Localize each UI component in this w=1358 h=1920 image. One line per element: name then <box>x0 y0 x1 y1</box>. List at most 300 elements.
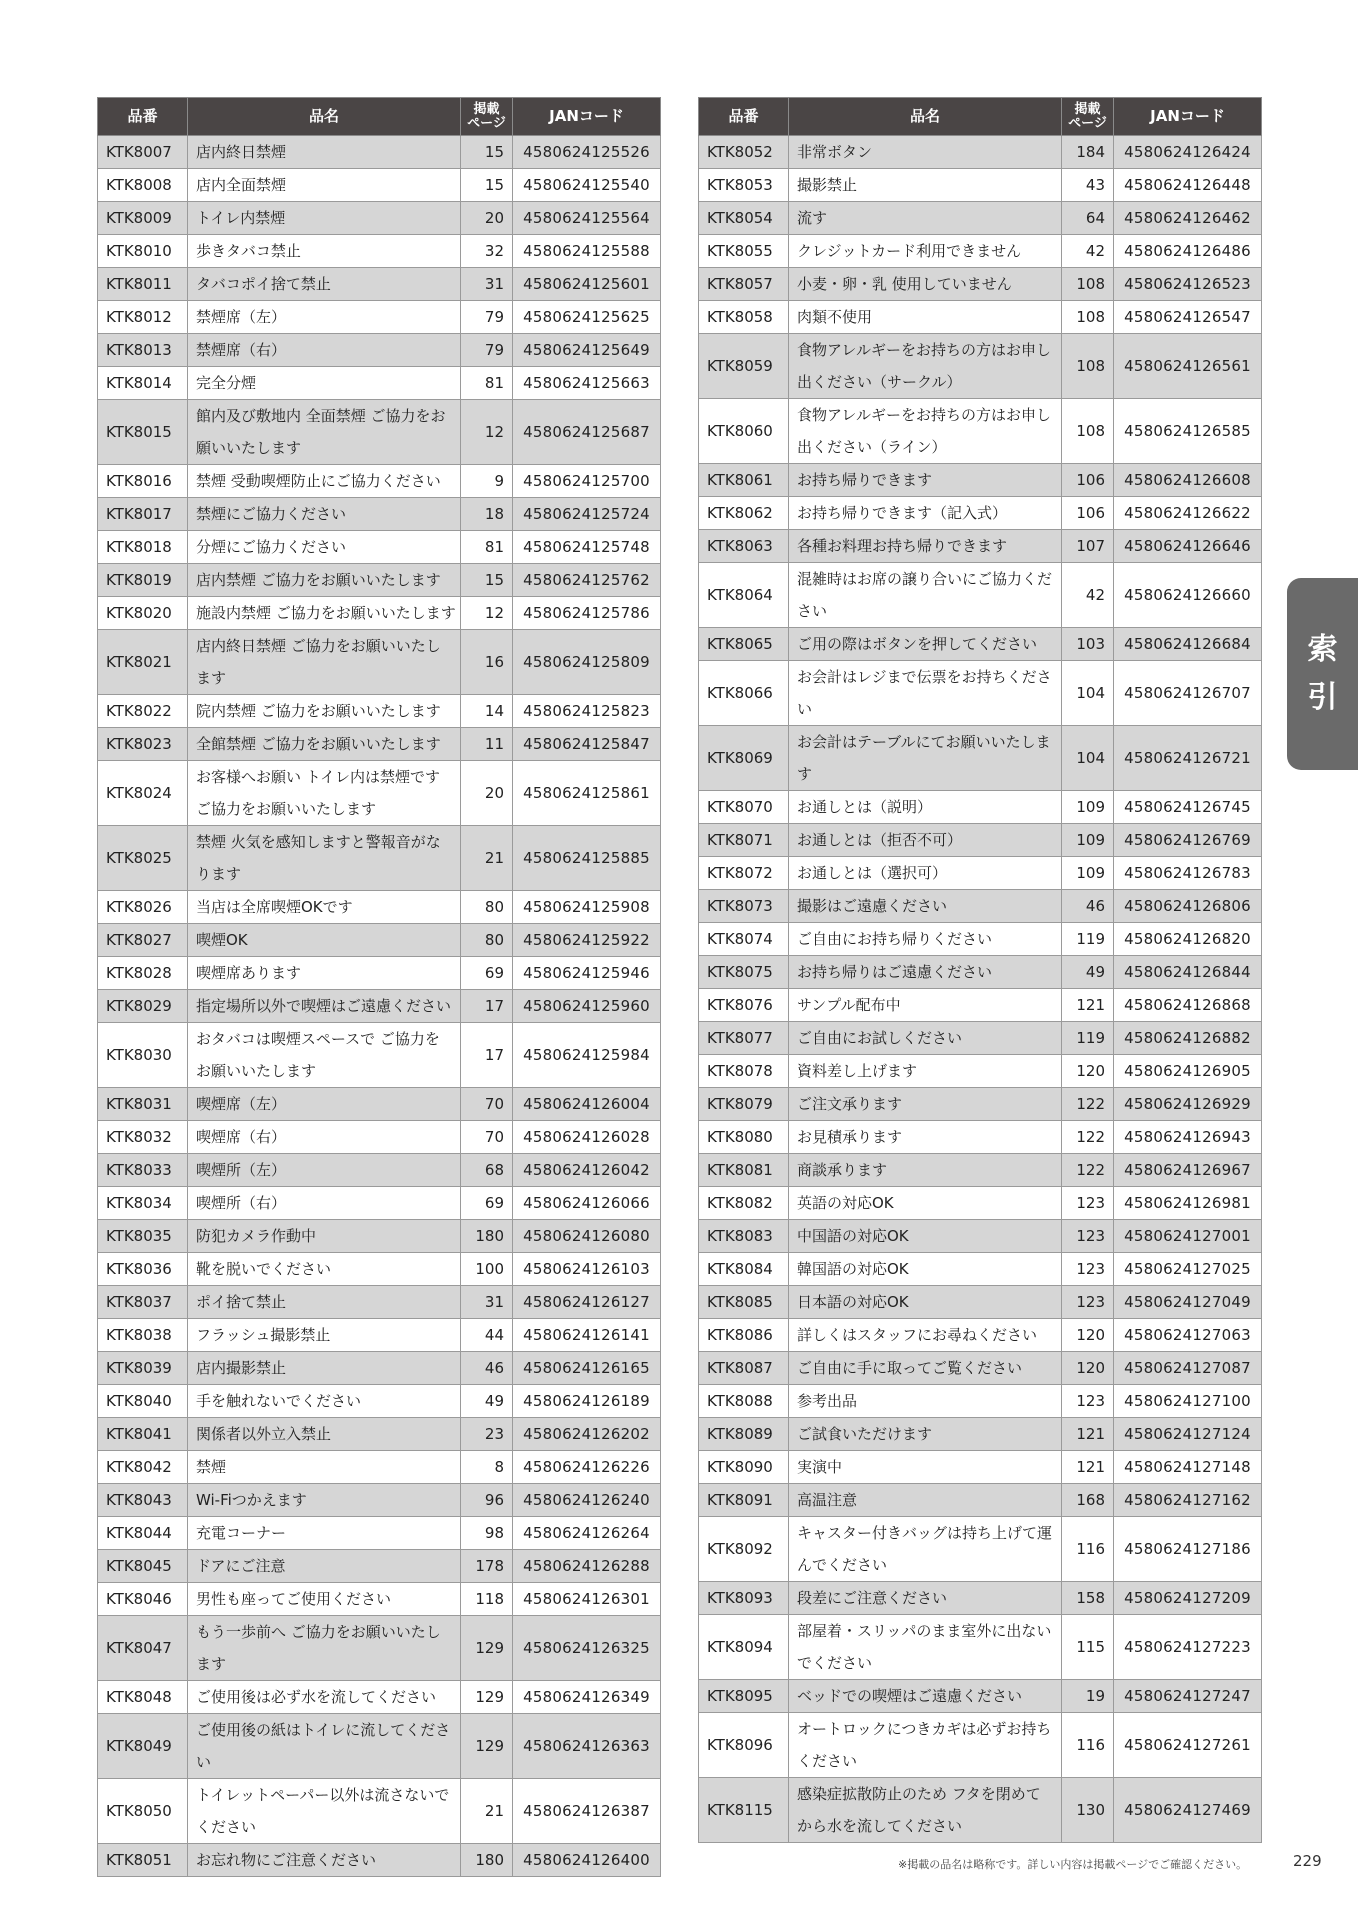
product-code: KTK8076 <box>699 989 789 1022</box>
page-ref: 17 <box>461 990 513 1023</box>
product-code: KTK8034 <box>98 1187 188 1220</box>
product-code: KTK8092 <box>699 1517 789 1582</box>
product-code: KTK8069 <box>699 726 789 791</box>
table-row <box>699 1517 1262 1582</box>
page-ref: 120 <box>1062 1319 1114 1352</box>
table-row <box>98 1286 661 1319</box>
product-name: ご使用後の紙はトイレに流してください <box>188 1714 461 1779</box>
table-row <box>699 1418 1262 1451</box>
product-name: 混雑時はお席の譲り合いにご協力ください <box>789 563 1062 628</box>
index-table-left <box>97 97 661 1877</box>
product-name: 撮影禁止 <box>789 169 1062 202</box>
table-row <box>699 1615 1262 1680</box>
jan-code: 4580624126042 <box>513 1154 661 1187</box>
table-row <box>98 826 661 891</box>
jan-code: 4580624125946 <box>513 957 661 990</box>
page-ref: 116 <box>1062 1517 1114 1582</box>
jan-code: 4580624125588 <box>513 235 661 268</box>
jan-code: 4580624126769 <box>1114 824 1262 857</box>
product-name: 段差にご注意ください <box>789 1582 1062 1615</box>
page-ref: 107 <box>1062 530 1114 563</box>
product-name: ご使用後は必ず水を流してください <box>188 1681 461 1714</box>
page-ref: 121 <box>1062 989 1114 1022</box>
jan-code: 4580624126608 <box>1114 464 1262 497</box>
table-row <box>98 1517 661 1550</box>
page-ref: 130 <box>1062 1778 1114 1843</box>
jan-code: 4580624126202 <box>513 1418 661 1451</box>
table-row <box>98 630 661 695</box>
page-ref: 44 <box>461 1319 513 1352</box>
page-ref: 121 <box>1062 1418 1114 1451</box>
jan-code: 4580624126585 <box>1114 399 1262 464</box>
page-ref: 116 <box>1062 1713 1114 1778</box>
page-ref: 115 <box>1062 1615 1114 1680</box>
table-row <box>699 1022 1262 1055</box>
product-code: KTK8010 <box>98 235 188 268</box>
product-name: キャスター付きバッグは持ち上げて運んでください <box>789 1517 1062 1582</box>
page-ref: 121 <box>1062 1451 1114 1484</box>
table-row <box>699 1187 1262 1220</box>
product-name: ベッドでの喫煙はご遠慮ください <box>789 1680 1062 1713</box>
header-code: 品番 <box>98 98 188 136</box>
table-row <box>699 334 1262 399</box>
jan-code: 4580624127100 <box>1114 1385 1262 1418</box>
page-ref: 180 <box>461 1220 513 1253</box>
page-ref: 15 <box>461 564 513 597</box>
product-code: KTK8042 <box>98 1451 188 1484</box>
product-name: ご自由にお持ち帰りください <box>789 923 1062 956</box>
page-ref: 106 <box>1062 464 1114 497</box>
product-code: KTK8059 <box>699 334 789 399</box>
jan-code: 4580624126264 <box>513 1517 661 1550</box>
product-name: 充電コーナー <box>188 1517 461 1550</box>
product-code: KTK8044 <box>98 1517 188 1550</box>
product-name: もう一歩前へ ご協力をお願いいたします <box>188 1616 461 1681</box>
product-code: KTK8036 <box>98 1253 188 1286</box>
table-row <box>98 1779 661 1844</box>
product-name: ドアにご注意 <box>188 1550 461 1583</box>
jan-code: 4580624125809 <box>513 630 661 695</box>
product-code: KTK8077 <box>699 1022 789 1055</box>
product-name: トイレ内禁煙 <box>188 202 461 235</box>
product-name: ご試食いただけます <box>789 1418 1062 1451</box>
table-row <box>699 628 1262 661</box>
jan-code: 4580624126226 <box>513 1451 661 1484</box>
product-code: KTK8012 <box>98 301 188 334</box>
page-ref: 64 <box>1062 202 1114 235</box>
header-jan: JANコード <box>1114 98 1262 136</box>
product-code: KTK8045 <box>98 1550 188 1583</box>
table-row <box>699 268 1262 301</box>
jan-code: 4580624126462 <box>1114 202 1262 235</box>
jan-code: 4580624125823 <box>513 695 661 728</box>
product-code: KTK8043 <box>98 1484 188 1517</box>
table-row <box>699 1352 1262 1385</box>
page-number: 229 <box>1293 1852 1322 1870</box>
product-name: 男性も座ってご使用ください <box>188 1583 461 1616</box>
jan-code: 4580624126165 <box>513 1352 661 1385</box>
table-row <box>699 824 1262 857</box>
page-ref: 98 <box>461 1517 513 1550</box>
table-row <box>98 1714 661 1779</box>
page-ref: 8 <box>461 1451 513 1484</box>
jan-code: 4580624127247 <box>1114 1680 1262 1713</box>
product-name: 部屋着・スリッパのまま室外に出ないでください <box>789 1615 1062 1680</box>
header-jan: JANコード <box>513 98 661 136</box>
page-ref: 43 <box>1062 169 1114 202</box>
jan-code: 4580624126349 <box>513 1681 661 1714</box>
product-name: 禁煙 <box>188 1451 461 1484</box>
page-ref: 11 <box>461 728 513 761</box>
page-ref: 109 <box>1062 824 1114 857</box>
page-ref: 46 <box>461 1352 513 1385</box>
product-name: 詳しくはスタッフにお尋ねください <box>789 1319 1062 1352</box>
table-row <box>699 1319 1262 1352</box>
product-code: KTK8039 <box>98 1352 188 1385</box>
table-row <box>98 728 661 761</box>
product-name: お会計はレジまで伝票をお持ちください <box>789 661 1062 726</box>
jan-code: 4580624125663 <box>513 367 661 400</box>
page-ref: 108 <box>1062 301 1114 334</box>
table-row <box>98 268 661 301</box>
jan-code: 4580624127261 <box>1114 1713 1262 1778</box>
table-header-row <box>699 98 1262 136</box>
jan-code: 4580624126646 <box>1114 530 1262 563</box>
table-row <box>98 136 661 169</box>
product-code: KTK8060 <box>699 399 789 464</box>
page-ref: 104 <box>1062 726 1114 791</box>
jan-code: 4580624125687 <box>513 400 661 465</box>
index-side-tab[interactable] <box>1287 578 1358 770</box>
page-ref: 12 <box>461 400 513 465</box>
jan-code: 4580624126882 <box>1114 1022 1262 1055</box>
table-row <box>699 530 1262 563</box>
table-row <box>98 1088 661 1121</box>
page-ref: 79 <box>461 334 513 367</box>
product-code: KTK8009 <box>98 202 188 235</box>
page-ref: 70 <box>461 1121 513 1154</box>
jan-code: 4580624127223 <box>1114 1615 1262 1680</box>
table-row <box>98 334 661 367</box>
page-ref: 120 <box>1062 1055 1114 1088</box>
page-ref: 17 <box>461 1023 513 1088</box>
jan-code: 4580624127148 <box>1114 1451 1262 1484</box>
page-ref: 68 <box>461 1154 513 1187</box>
page-ref: 158 <box>1062 1582 1114 1615</box>
product-code: KTK8094 <box>699 1615 789 1680</box>
product-name: 院内禁煙 ご協力をお願いいたします <box>188 695 461 728</box>
table-row <box>699 235 1262 268</box>
table-row <box>98 957 661 990</box>
page-ref: 123 <box>1062 1187 1114 1220</box>
product-code: KTK8070 <box>699 791 789 824</box>
page-ref: 14 <box>461 695 513 728</box>
product-name: 防犯カメラ作動中 <box>188 1220 461 1253</box>
product-name: お通しとは（拒否不可） <box>789 824 1062 857</box>
product-code: KTK8026 <box>98 891 188 924</box>
table-row <box>98 1220 661 1253</box>
table-body-right <box>699 136 1262 1843</box>
product-code: KTK8065 <box>699 628 789 661</box>
product-code: KTK8061 <box>699 464 789 497</box>
product-code: KTK8091 <box>699 1484 789 1517</box>
product-code: KTK8058 <box>699 301 789 334</box>
product-code: KTK8064 <box>699 563 789 628</box>
table-row <box>699 202 1262 235</box>
page-ref: 123 <box>1062 1286 1114 1319</box>
jan-code: 4580624125786 <box>513 597 661 630</box>
table-header-row <box>98 98 661 136</box>
table-row <box>699 1484 1262 1517</box>
jan-code: 4580624127025 <box>1114 1253 1262 1286</box>
product-name: ご自由にお試しください <box>789 1022 1062 1055</box>
jan-code: 4580624126400 <box>513 1844 661 1877</box>
jan-code: 4580624125847 <box>513 728 661 761</box>
jan-code: 4580624127087 <box>1114 1352 1262 1385</box>
table-row <box>699 1088 1262 1121</box>
product-code: KTK8066 <box>699 661 789 726</box>
product-name: 完全分煙 <box>188 367 461 400</box>
product-name: 禁煙席（左） <box>188 301 461 334</box>
jan-code: 4580624126301 <box>513 1583 661 1616</box>
jan-code: 4580624125748 <box>513 531 661 564</box>
jan-code: 4580624127209 <box>1114 1582 1262 1615</box>
product-code: KTK8015 <box>98 400 188 465</box>
jan-code: 4580624126127 <box>513 1286 661 1319</box>
jan-code: 4580624125861 <box>513 761 661 826</box>
product-code: KTK8086 <box>699 1319 789 1352</box>
table-row <box>699 1778 1262 1843</box>
table-row <box>699 1253 1262 1286</box>
product-name: 非常ボタン <box>789 136 1062 169</box>
table-row <box>98 564 661 597</box>
page-ref: 69 <box>461 957 513 990</box>
product-name: 感染症拡散防止のため フタを閉めてから水を流してください <box>789 1778 1062 1843</box>
product-name: 参考出品 <box>789 1385 1062 1418</box>
product-name: サンプル配布中 <box>789 989 1062 1022</box>
table-row <box>98 990 661 1023</box>
product-code: KTK8071 <box>699 824 789 857</box>
jan-code: 4580624126806 <box>1114 890 1262 923</box>
product-name: ご注文承ります <box>789 1088 1062 1121</box>
table-row <box>98 498 661 531</box>
jan-code: 4580624126660 <box>1114 563 1262 628</box>
table-row <box>699 661 1262 726</box>
table-row <box>98 400 661 465</box>
jan-code: 4580624127186 <box>1114 1517 1262 1582</box>
product-code: KTK8095 <box>699 1680 789 1713</box>
page-ref: 106 <box>1062 497 1114 530</box>
product-code: KTK8054 <box>699 202 789 235</box>
jan-code: 4580624126103 <box>513 1253 661 1286</box>
jan-code: 4580624125625 <box>513 301 661 334</box>
product-name: 撮影はご遠慮ください <box>789 890 1062 923</box>
jan-code: 4580624126684 <box>1114 628 1262 661</box>
product-name: お客様へお願い トイレ内は禁煙です ご協力をお願いいたします <box>188 761 461 826</box>
product-code: KTK8078 <box>699 1055 789 1088</box>
table-row <box>98 695 661 728</box>
product-name: 実演中 <box>789 1451 1062 1484</box>
jan-code: 4580624125540 <box>513 169 661 202</box>
product-code: KTK8087 <box>699 1352 789 1385</box>
product-name: 指定場所以外で喫煙はご遠慮ください <box>188 990 461 1023</box>
product-code: KTK8029 <box>98 990 188 1023</box>
product-code: KTK8018 <box>98 531 188 564</box>
product-code: KTK8048 <box>98 1681 188 1714</box>
product-name: 小麦・卵・乳 使用していません <box>789 268 1062 301</box>
product-code: KTK8072 <box>699 857 789 890</box>
page-ref: 32 <box>461 235 513 268</box>
table-row <box>699 857 1262 890</box>
table-row <box>98 202 661 235</box>
product-code: KTK8053 <box>699 169 789 202</box>
page-ref: 108 <box>1062 399 1114 464</box>
product-name: 手を触れないでください <box>188 1385 461 1418</box>
jan-code: 4580624125908 <box>513 891 661 924</box>
table-row <box>98 367 661 400</box>
product-code: KTK8055 <box>699 235 789 268</box>
table-row <box>699 464 1262 497</box>
jan-code: 4580624126028 <box>513 1121 661 1154</box>
product-name: 関係者以外立入禁止 <box>188 1418 461 1451</box>
jan-code: 4580624126721 <box>1114 726 1262 791</box>
product-name: タバコポイ捨て禁止 <box>188 268 461 301</box>
product-code: KTK8041 <box>98 1418 188 1451</box>
product-code: KTK8007 <box>98 136 188 169</box>
jan-code: 4580624126288 <box>513 1550 661 1583</box>
page-ref: 119 <box>1062 923 1114 956</box>
jan-code: 4580624126363 <box>513 1714 661 1779</box>
table-row <box>98 235 661 268</box>
product-code: KTK8081 <box>699 1154 789 1187</box>
page-ref: 20 <box>461 202 513 235</box>
table-row <box>98 1352 661 1385</box>
table-row <box>98 169 661 202</box>
product-code: KTK8040 <box>98 1385 188 1418</box>
product-code: KTK8052 <box>699 136 789 169</box>
product-code: KTK8089 <box>699 1418 789 1451</box>
product-code: KTK8090 <box>699 1451 789 1484</box>
product-name: 靴を脱いでください <box>188 1253 461 1286</box>
page-ref: 129 <box>461 1616 513 1681</box>
table-row <box>699 136 1262 169</box>
page-ref: 49 <box>461 1385 513 1418</box>
product-name: 当店は全席喫煙OKです <box>188 891 461 924</box>
table-row <box>98 1550 661 1583</box>
jan-code: 4580624127063 <box>1114 1319 1262 1352</box>
page-ref: 100 <box>461 1253 513 1286</box>
header-name: 品名 <box>789 98 1062 136</box>
jan-code: 4580624126820 <box>1114 923 1262 956</box>
table-row <box>98 761 661 826</box>
side-tab-char-1: 索 <box>1307 632 1338 667</box>
table-row <box>98 1121 661 1154</box>
jan-code: 4580624126189 <box>513 1385 661 1418</box>
page-ref: 118 <box>461 1583 513 1616</box>
product-code: KTK8115 <box>699 1778 789 1843</box>
table-row <box>98 1844 661 1877</box>
product-code: KTK8020 <box>98 597 188 630</box>
product-name: 施設内禁煙 ご協力をお願いいたします <box>188 597 461 630</box>
jan-code: 4580624126066 <box>513 1187 661 1220</box>
jan-code: 4580624126387 <box>513 1779 661 1844</box>
jan-code: 4580624125700 <box>513 465 661 498</box>
jan-code: 4580624126868 <box>1114 989 1262 1022</box>
jan-code: 4580624126004 <box>513 1088 661 1121</box>
table-row <box>98 1319 661 1352</box>
product-code: KTK8096 <box>699 1713 789 1778</box>
page-ref: 180 <box>461 1844 513 1877</box>
page-ref: 119 <box>1062 1022 1114 1055</box>
table-row <box>98 1583 661 1616</box>
jan-code: 4580624126547 <box>1114 301 1262 334</box>
page-ref: 123 <box>1062 1220 1114 1253</box>
product-name: 全館禁煙 ご協力をお願いいたします <box>188 728 461 761</box>
page-ref: 20 <box>461 761 513 826</box>
header-page: 掲載 ページ <box>461 98 513 136</box>
page-ref: 109 <box>1062 857 1114 890</box>
jan-code: 4580624126325 <box>513 1616 661 1681</box>
product-code: KTK8057 <box>699 268 789 301</box>
product-name: 食物アレルギーをお持ちの方はお申し出ください（ライン） <box>789 399 1062 464</box>
product-name: 禁煙席（右） <box>188 334 461 367</box>
product-code: KTK8008 <box>98 169 188 202</box>
product-name: 喫煙所（右） <box>188 1187 461 1220</box>
product-name: 喫煙席（右） <box>188 1121 461 1154</box>
jan-code: 4580624126745 <box>1114 791 1262 824</box>
product-name: 英語の対応OK <box>789 1187 1062 1220</box>
page-ref: 46 <box>1062 890 1114 923</box>
product-name: お持ち帰りできます <box>789 464 1062 497</box>
table-row <box>98 891 661 924</box>
product-name: お忘れ物にご注意ください <box>188 1844 461 1877</box>
page-ref: 18 <box>461 498 513 531</box>
table-row <box>699 890 1262 923</box>
product-code: KTK8047 <box>98 1616 188 1681</box>
table-row <box>699 1713 1262 1778</box>
product-name: お持ち帰りはご遠慮ください <box>789 956 1062 989</box>
product-code: KTK8028 <box>98 957 188 990</box>
product-name: 食物アレルギーをお持ちの方はお申し出ください（サークル） <box>789 334 1062 399</box>
table-row <box>699 923 1262 956</box>
jan-code: 4580624126622 <box>1114 497 1262 530</box>
table-row <box>699 1055 1262 1088</box>
product-name: お持ち帰りできます（記入式） <box>789 497 1062 530</box>
page-ref: 103 <box>1062 628 1114 661</box>
product-code: KTK8031 <box>98 1088 188 1121</box>
jan-code: 4580624125885 <box>513 826 661 891</box>
table-row <box>98 1681 661 1714</box>
product-name: 喫煙OK <box>188 924 461 957</box>
page-ref: 81 <box>461 367 513 400</box>
page-ref: 23 <box>461 1418 513 1451</box>
product-name: 館内及び敷地内 全面禁煙 ご協力をお願いいたします <box>188 400 461 465</box>
page-ref: 49 <box>1062 956 1114 989</box>
page-ref: 12 <box>461 597 513 630</box>
jan-code: 4580624125649 <box>513 334 661 367</box>
product-code: KTK8025 <box>98 826 188 891</box>
product-name: 喫煙席（左） <box>188 1088 461 1121</box>
product-name: 店内禁煙 ご協力をお願いいたします <box>188 564 461 597</box>
product-code: KTK8063 <box>699 530 789 563</box>
page-ref: 120 <box>1062 1352 1114 1385</box>
product-name: 流す <box>789 202 1062 235</box>
header-name: 品名 <box>188 98 461 136</box>
table-row <box>699 989 1262 1022</box>
page-ref: 42 <box>1062 563 1114 628</box>
product-code: KTK8035 <box>98 1220 188 1253</box>
product-name: 喫煙所（左） <box>188 1154 461 1187</box>
